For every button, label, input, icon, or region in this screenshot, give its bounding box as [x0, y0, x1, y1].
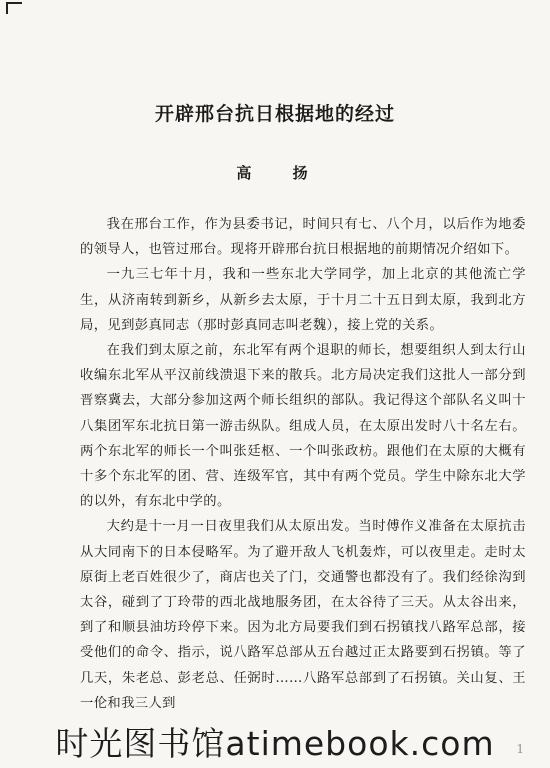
paragraph-2: 一九三七年十月，我和一些东北大学同学，加上北京的其他流亡学生，从济南转到新乡，从新乡去太原，于十月二十五日到太原，我到北方局，见到彭真同志（那时彭真同志叫老魏），接上党的关系。: [80, 267, 526, 333]
scan-corner-mark: [6, 2, 22, 14]
article-body: [80, 212, 526, 716]
paragraph-3: 在我们到太原之前，东北军有两个退职的师长，想要组织人到太行山收编东北军从平汉前线溃退下来的散兵。北方局决定我们这批人一部分到晋察冀去，大部分参加这两个师长组织的部队。我记得这个部队名义叫十八集团军东北抗日第一游击纵队。组成人员，在太原出发时八十名左右。两个东北军的师长一个叫张廷枢、一个叫张政枋。跟他们在太原的大概有十多个东北军的团、营、连级军官，其中有两个党员。学生中除东北大学的以外，有东北中学的。: [80, 343, 526, 510]
site-watermark: 时光图书馆atimebook.com: [0, 714, 550, 768]
article-author: 高 扬: [236, 164, 326, 182]
paragraph-1: 我在邢台工作，作为县委书记，时间只有七、八个月，以后作为地委的领导人，也管过邢台。现将开辟邢台抗日根据地的前期情况介绍如下。: [80, 217, 526, 258]
article-title: 开辟邢台抗日根据地的经过: [154, 103, 395, 125]
paragraph-4: 大约是十一月一日夜里我们从太原出发。当时傅作义准备在太原抗击从大同南下的日本侵略军。为了避开敌人飞机轰炸，可以夜里走。走时太原街上老百姓很少了，商店也关了门，交通警也都没有了。我们经徐沟到太谷，碰到了丁玲带的西北战地服务团，在太谷待了三天。从太谷出来，到了和顺县油坊玲停下来。因为北方局要我们到石拐镇找八路军总部，接受他们的命令、指示，说八路军总部从五台越过正太路要到石拐镇。等了几天，朱老总、彭老总、任弼时……八路军总部到了石拐镇。关山复、王一伦和我三人到: [80, 519, 526, 711]
